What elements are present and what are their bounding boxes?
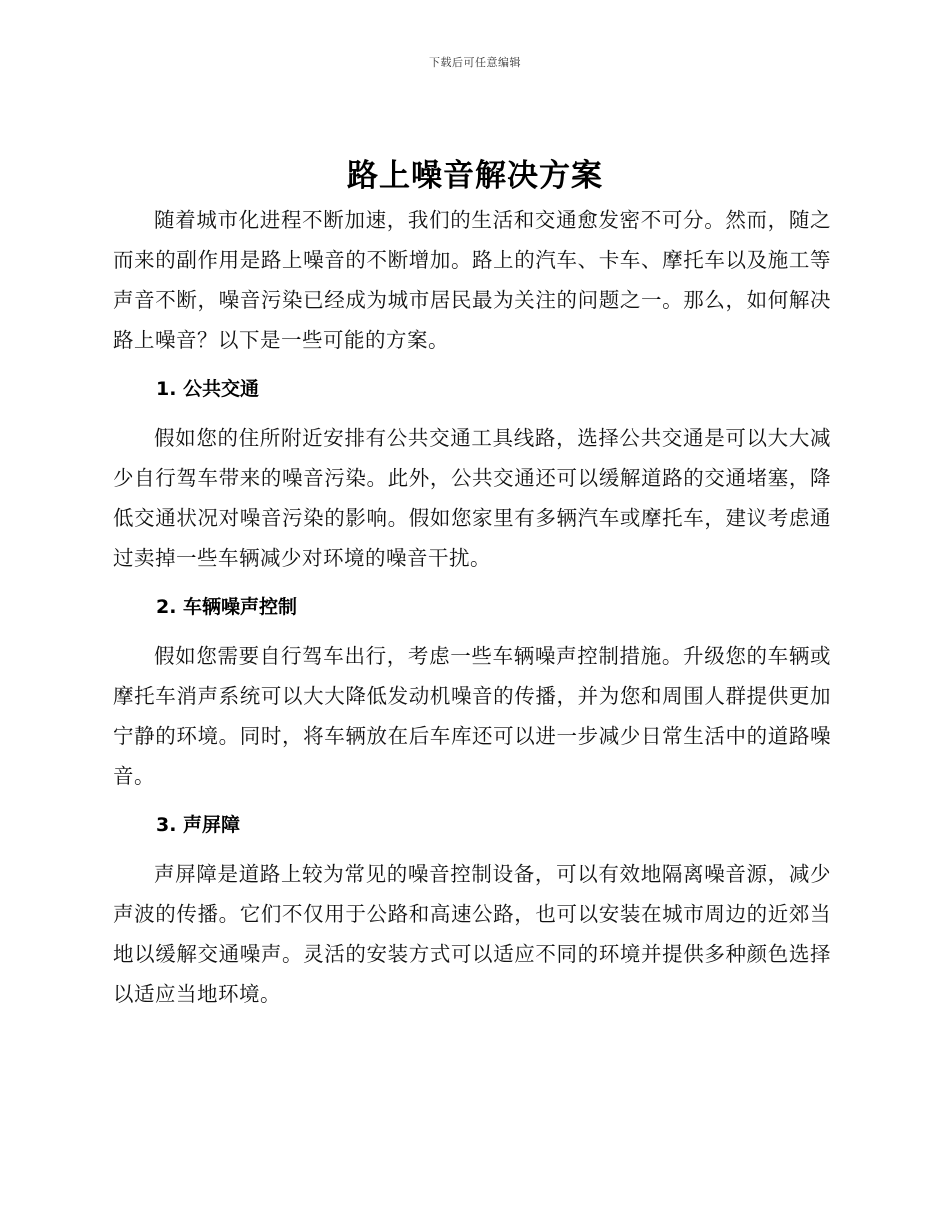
document-title: 路上噪音解决方案	[347, 158, 603, 194]
section-heading: 1. 公共交通	[156, 378, 260, 400]
section-heading: 2. 车辆噪声控制	[156, 596, 298, 618]
section-paragraph: 假如您需要自行驾车出行，考虑一些车辆噪声控制措施。升级您的车辆或摩托车消声系统可以大大降低发动机噪音的传播，并为您和周围人群提供更加宁静的环境。同时，将车辆放在后车库还可以进一步减少日常生活中的道路噪音。	[113, 644, 831, 788]
document-body	[113, 200, 831, 1014]
section-vehicle-noise-control	[113, 588, 831, 796]
section-paragraph: 假如您的住所附近安排有公共交通工具线路，选择公共交通是可以大大减少自行驾车带来的噪音污染。此外，公共交通还可以缓解道路的交通堵塞，降低交通状况对噪音污染的影响。假如您家里有多辆汽车或摩托车，建议考虑通过卖掉一些车辆减少对环境的噪音干扰。	[113, 426, 831, 570]
intro-paragraph: 随着城市化进程不断加速，我们的生活和交通愈发密不可分。然而，随之而来的副作用是路上噪音的不断增加。路上的汽车、卡车、摩托车以及施工等声音不断，噪音污染已经成为城市居民最为关注的问题之一。那么，如何解决路上噪音？以下是一些可能的方案。	[113, 208, 831, 352]
section-heading: 3. 声屏障	[156, 814, 241, 836]
section-public-transport	[113, 370, 831, 578]
section-paragraph: 声屏障是道路上较为常见的噪音控制设备，可以有效地隔离噪音源，减少声波的传播。它们不仅用于公路和高速公路，也可以安装在城市周边的近郊当地以缓解交通噪声。灵活的安装方式可以适应不同的环境并提供多种颜色选择以适应当地环境。	[113, 862, 831, 1006]
header-note: 下载后可任意编辑	[429, 56, 521, 69]
section-sound-barrier	[113, 806, 831, 1014]
